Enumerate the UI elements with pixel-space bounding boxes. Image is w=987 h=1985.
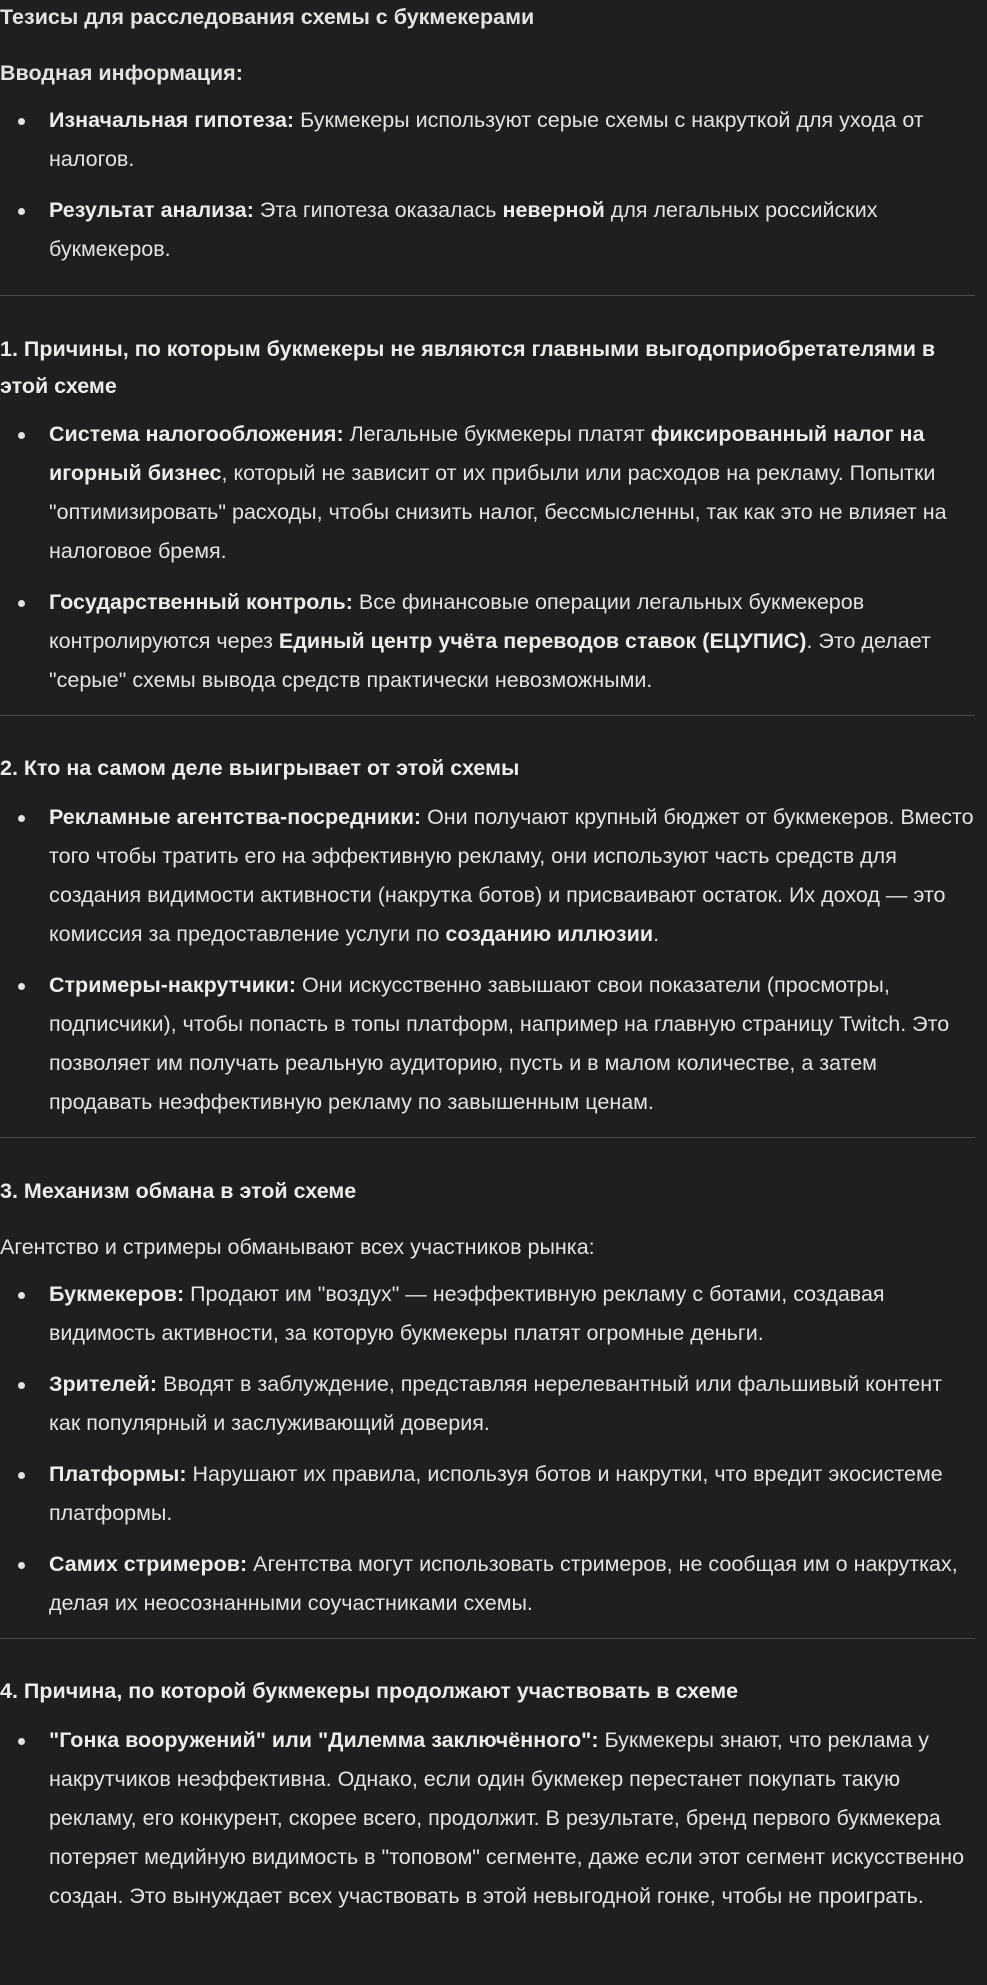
item-text: Букмекеры используют серые схемы с накруткой для ухода от налогов.: [49, 108, 924, 171]
item-lead: Букмекеров:: [49, 1282, 185, 1306]
item-lead: Платформы:: [49, 1462, 187, 1486]
item-text: Они получают крупный бюджет от букмекеров. Вместо того чтобы тратить его на эффективную рекламу, они используют часть средств для создания видимости активности (накрутка ботов) и присваивают остаток. Их доход — это комиссия за предоставление услуги по: [49, 805, 974, 946]
list-item: [0, 1275, 975, 1353]
divider: [0, 1638, 975, 1639]
item-lead: Зрителей:: [49, 1372, 158, 1396]
divider: [0, 295, 975, 296]
item-lead: Рекламные агентства-посредники:: [49, 805, 422, 829]
list-item: [0, 1455, 975, 1533]
list-item: [0, 583, 975, 700]
divider: [0, 715, 975, 716]
item-emphasis: созданию иллюзии: [445, 922, 654, 946]
item-text: .: [653, 922, 660, 946]
document-title: Тезисы для расследования схемы с букмекерами: [0, 5, 535, 29]
intro-label: Вводная информация:: [0, 61, 243, 85]
item-text: , который не зависит от их прибыли или расходов на рекламу. Попытки "оптимизировать" расходы, чтобы снизить налог, бессмысленны, так как это не влияет на налоговое бремя.: [49, 461, 947, 563]
list-item: [0, 1365, 975, 1443]
section-2-heading: 2. Кто на самом деле выигрывает от этой схемы: [0, 756, 520, 780]
item-text: Нарушают их правила, используя ботов и накрутки, что вредит экосистеме платформы.: [49, 1462, 943, 1525]
list-item: [0, 101, 975, 179]
section-4-heading: 4. Причина, по которой букмекеры продолжают участвовать в схеме: [0, 1679, 739, 1703]
item-emphasis: неверной: [502, 198, 605, 222]
item-text: Легальные букмекеры платят: [343, 422, 651, 446]
item-lead: Самих стримеров:: [49, 1552, 248, 1576]
list-item: [0, 1545, 975, 1623]
item-text: Эта гипотеза оказалась: [253, 198, 503, 222]
item-text: Все финансовые операции легальных букмекеров контролируются через: [49, 590, 865, 653]
item-emphasis: Единый центр учёта переводов ставок (ЕЦУПИС): [278, 629, 807, 653]
section-3-heading: 3. Механизм обмана в этой схеме: [0, 1179, 357, 1203]
item-text: Они искусственно завышают свои показатели (просмотры, подписчики), чтобы попасть в топы платформ, например на главную страницу Twitch. Это позволяет им получать реальную аудиторию, пусть и в малом количестве, а затем продавать неэффективную рекламу по завышенным ценам.: [49, 973, 950, 1114]
section-4-list: [0, 1721, 975, 1916]
section-3-list: [0, 1275, 975, 1623]
section-1-list: [0, 415, 975, 700]
item-lead: Стримеры-накрутчики:: [49, 973, 297, 997]
item-lead: "Гонка вооружений" или "Дилемма заключённого":: [49, 1728, 599, 1752]
item-text: Агентства могут использовать стримеров, не сообщая им о накрутках, делая их неосознанными соучастниками схемы.: [49, 1552, 958, 1615]
section-1-heading: 1. Причины, по которым букмекеры не являются главными выгодоприобретателями в этой схеме: [0, 337, 936, 398]
item-text: Продают им "воздух" — неэффективную рекламу с ботами, создавая видимость активности, за которую букмекеры платят огромные деньги.: [49, 1282, 885, 1345]
list-item: [0, 1721, 975, 1916]
item-text: для легальных российских букмекеров.: [49, 198, 878, 261]
item-lead: Изначальная гипотеза:: [49, 108, 295, 132]
item-lead: Государственный контроль:: [49, 590, 353, 614]
item-text: . Это делает "серые" схемы вывода средств практически невозможными.: [49, 629, 931, 692]
list-item: [0, 798, 975, 954]
item-text: Вводят в заблуждение, представляя нерелевантный или фальшивый контент как популярный и заслуживающий доверия.: [49, 1372, 942, 1435]
item-lead: Система налогообложения:: [49, 422, 344, 446]
item-text: Букмекеры знают, что реклама у накрутчиков неэффективна. Однако, если один букмекер перестанет покупать такую рекламу, его конкурент, скорее всего, продолжит. В результате, бренд первого букмекера потеряет медийную видимость в "топовом" сегменте, даже если этот сегмент искусственно создан. Это вынуждает всех участвовать в этой невыгодной гонке, чтобы не проиграть.: [49, 1728, 965, 1908]
divider: [0, 1137, 975, 1138]
section-2-list: [0, 798, 975, 1122]
intro-list: [0, 101, 975, 269]
list-item: [0, 415, 975, 571]
list-item: [0, 191, 975, 269]
item-emphasis: фиксированный налог на игорный бизнес: [49, 422, 925, 485]
list-item: [0, 966, 975, 1122]
section-3-lead: Агентство и стримеры обманывают всех участников рынка:: [0, 1235, 595, 1259]
item-lead: Результат анализа:: [49, 198, 254, 222]
